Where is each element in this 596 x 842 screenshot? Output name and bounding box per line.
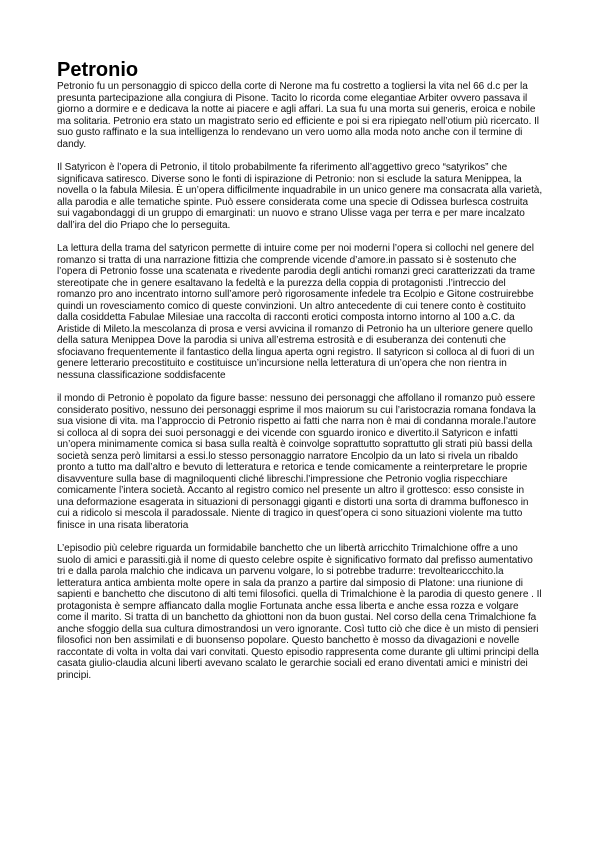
paragraph-characters: il mondo di Petronio è popolato da figure basse: nessuno dei personaggi che affollano il romanzo può essere considerato positivo, nessuno dei personaggi esprime il mos maiorum su cui l’aristocrazia romana fondava la sua visione di vita. ma l’approccio di Petronio rispetto ai fatti che narra non è mai di condanna morale.l’autore si colloca al di sopra dei suoi personaggi e dei vicende con sguardo ironico e divertito.il Satyricon e infatti un’opera minimamente comica si basa sulla realtà è coinvolge soprattutto soprattutto gli strati più bassi della società senza però limitarsi a essi.lo stesso personaggio narratore Encolpio da un lato si rivela un ribaldo pronto a tutto ma dall’altro e bevuto di letteratura e retorica e tende comicamente a reinterpretare le proprie disavventure sulla base di magniloquenti cliché libreschi.l’impressione che Petronio voglia rispecchiare comicamente l’intera società. Accanto al registro comico nel presente un altro il grottesco: esso consiste in una deformazione esagerata in situazioni di personaggi giganti e distorti una sorta di dramma buffonesco in cui a ridicolo si mescola il paradossale. Niente di tragico in quest’opera ci sono situazioni violente ma tutto finisce in una risata liberatoria xyxy=(57,393,537,531)
paragraph-banquet: L’episodio più celebre riguarda un formidabile banchetto che un libertà arricchito Trimalchione offre a uno suolo di amici e parassiti.già il nome di questo celebre ospite è significativo formato dal prefisso aumentativo tri e dalla parola malchio che indicava un parvenu volgare, lo si potrebbe tradurre: trevolteariccchito.la letteratura antica ambienta molte opere in sala da pranzo a partire dal simposio di Platone: una riunione di sapienti e banchetto che discutono di alti temi filosofici. quella di Trimalchione è la parodia di questo genere . Il protagonista è sempre affiancato dalla moglie Fortunata anche essa liberta e anche essa rozza e volgare come il marito. Si tratta di un banchetto da ghiottoni non da buon gustai. Nel corso della cena Trimalchione fa anche sfoggio della sua cultura dimostrandosi un vero ignorante. Così tutto ciò che dice è un misto di pensieri filosofici non ben assimilati e di buonsenso popolare. Questo banchetto è mosso da divagazioni e novelle raccontate di volta in volta dai vari convitati. Questo episodio rappresenta come durante gli ultimi principi della casata giulio-claudia alcuni liberti avevano scalato le gerarchie sociali ed erano diventati amici e ministri dei principi. xyxy=(57,543,542,681)
paragraph-intro: Petronio fu un personaggio di spicco della corte di Nerone ma fu costretto a togliersi la vita nel 66 d.c per la presunta partecipazione alla congiura di Pisone. Tacito lo ricorda come elegantiae Arbiter ovvero passava il giorno a dormire e e dedicava la notte ai piacere e agli affari. La sua fu una morta sui generis, eroica e nobile ma solitaria. Petronio era stato un magistrato serio ed efficiente e poi si era ripiegato nell’otium più ricercato. Il suo gusto raffinato e la sua intelligenza lo rendevano un vero uomo alla moda noto anche con il termine di dandy. xyxy=(57,81,539,150)
paragraph-satyricon: Il Satyricon è l’opera di Petronio, il titolo probabilmente fa riferimento all’aggettivo greco “satyrikos” che significava satiresco. Diverse sono le fonti di ispirazione di Petronio: non si esclude la satura Menippea, la novella o la fabula Milesia. È un’opera difficilmente inquadrabile in un unico genere ma consacrata alla varietà, alla parodia e alle tematiche spinte. Può essere considerata come una specie di Odissea burlesca costruita sui vagabondaggi di un gruppo di emarginati: un nuovo e strano Ulisse vaga per terra e per mare incalzato dall’ira del dio Priapo che lo perseguita. xyxy=(57,162,543,231)
document-title: Petronio xyxy=(57,59,139,81)
document-page xyxy=(57,59,543,681)
paragraph-plot: La lettura della trama del satyricon permette di intuire come per noi moderni l’opera si collochi nel genere del romanzo si tratta di una narrazione fittizia che comprende vicende d’amore.in passato si è sostenuto che l’opera di Petronio fosse una scatenata e rivedente parodia degli antichi romanzi greci caratterizzati da trame stereotipate che in genere esaltavano la fedeltà e la purezza della coppia di protagonisti .l’intreccio del romanzo pro ano incentrato intorno sull’amore però rigorosamente infedele tra Ecolpio e Gitone costruirebbe quindi un rovesciamento comico di queste convinzioni. Un altro antecedente di cui tenere conto è costituito dalla cosiddetta Fabulae Milesiae una raccolta di racconti erotici composta intorno intorno al 100 a.C. da Aristide di Mileto.la mescolanza di prosa e versi avvicina il romanzo di Petronio ha un ulteriore genere quello della satura Menippea Dove la parodia si univa all’estrema estrosità e di esuberanza dei contenuti che sfociavano frequentemente il fantastico della lingua aperta ogni registro. Il satyricon si colloca al di fuori di un genere letterario precostituito e costituisce un’incursione nella letteratura di un’opera che non rientra in nessuna classificazione soddisfacente xyxy=(57,243,536,381)
